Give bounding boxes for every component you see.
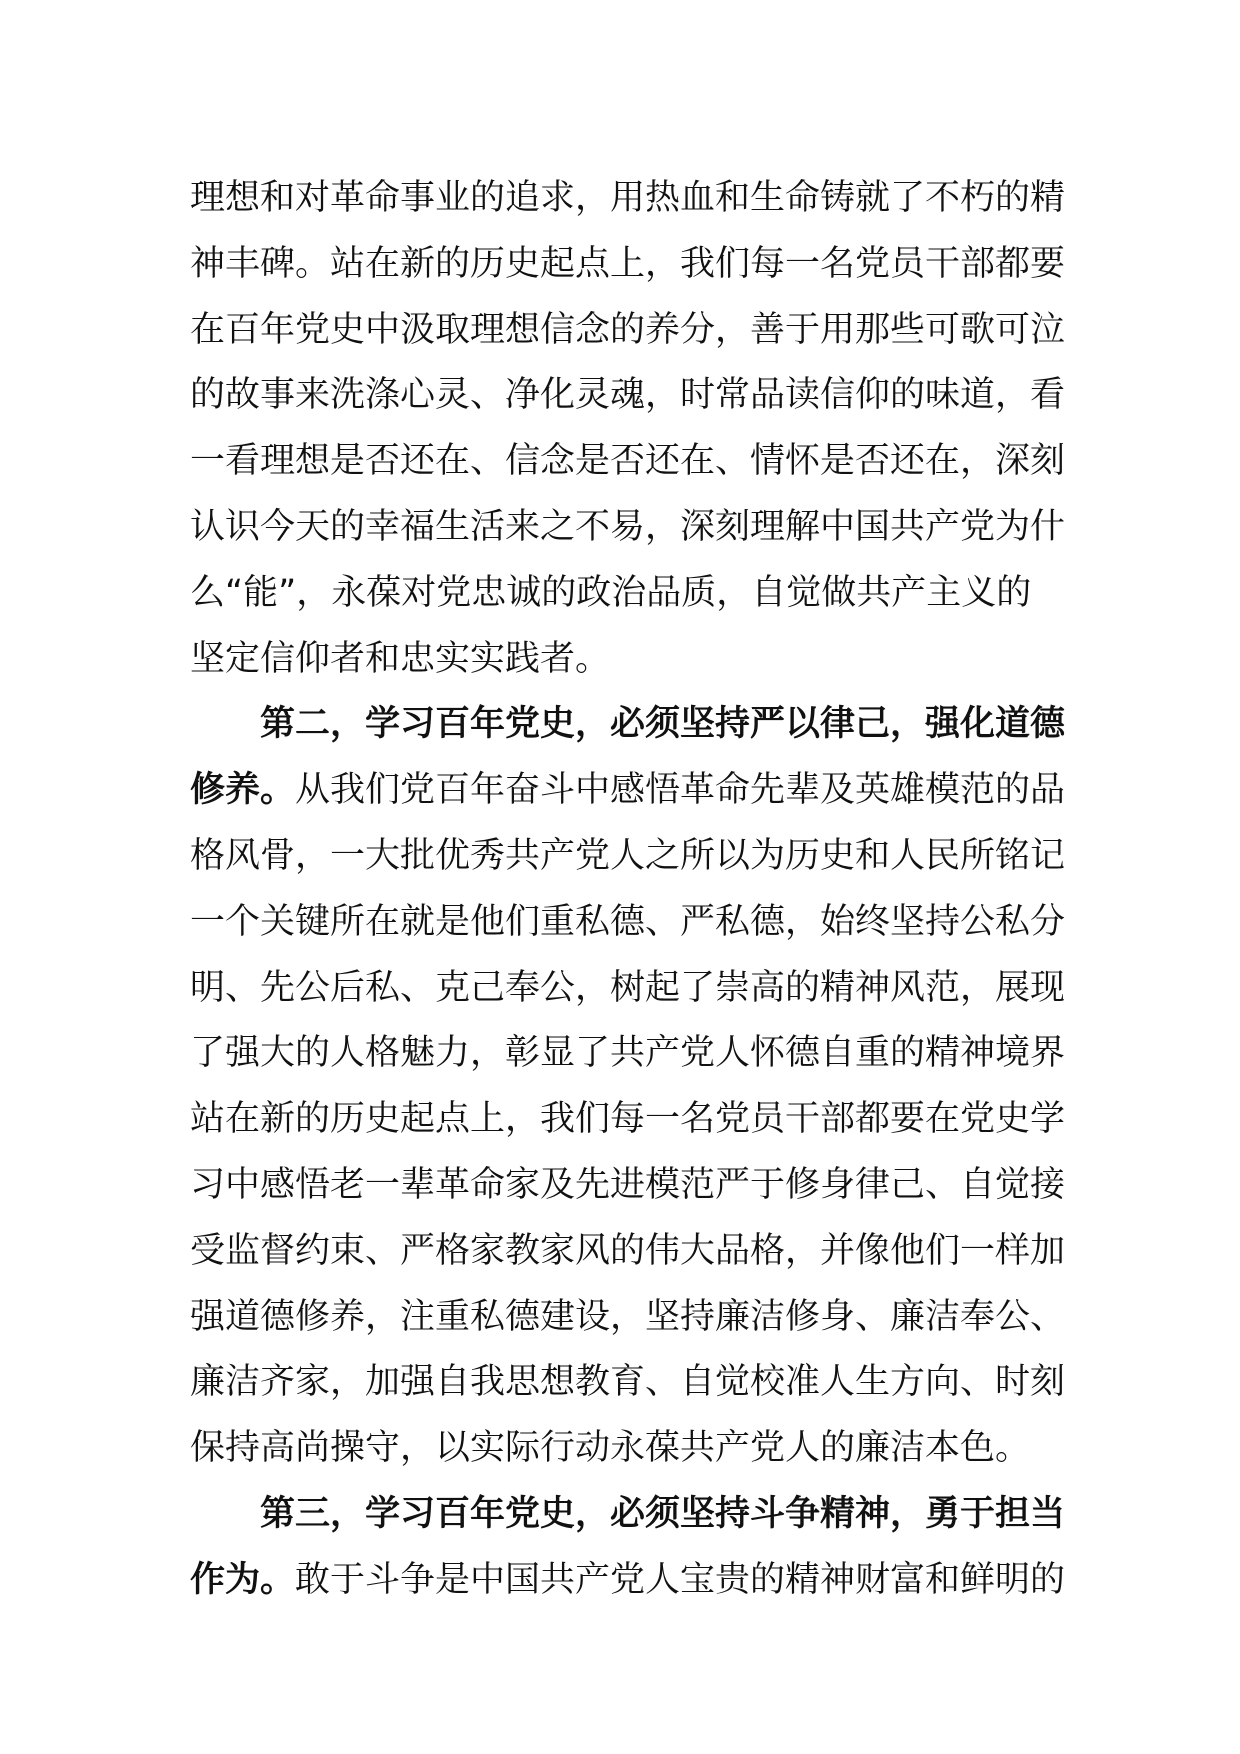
text-line: 在百年党史中汲取理想信念的养分，善于用那些可歌可泣: [190, 309, 1066, 350]
section-heading-3-continuation: [190, 1548, 1066, 1614]
text-line: 格风骨，一大批优秀共产党人之所以为历史和人民所铭记: [190, 835, 1066, 876]
section-heading-2: 第二，学习百年党史，必须坚持严以律己，强化道德: [260, 704, 1066, 745]
text-line: 明、先公后私、克己奉公，树起了崇高的精神风范，展现: [190, 967, 1066, 1008]
text-line: 一看理想是否还在、信念是否还在、情怀是否还在，深刻: [190, 441, 1066, 482]
section-heading-3: 第三，学习百年党史，必须坚持斗争精神，勇于担当: [260, 1493, 1066, 1534]
paragraph-2-start: 从我们党百年奋斗中感悟革命先辈及英雄模范的品: [295, 770, 1066, 811]
text-line: 保持高尚操守，以实际行动永葆共产党人的廉洁本色。: [190, 1428, 1031, 1469]
paragraph-3-start: 敢于斗争是中国共产党人宝贵的精神财富和鲜明的: [295, 1559, 1066, 1600]
body-text: [190, 166, 1066, 1614]
text-line: 坚定信仰者和忠实实践者。: [190, 638, 611, 679]
heading-3-tail: 作为。: [190, 1559, 296, 1600]
text-line: 神丰碑。站在新的历史起点上，我们每一名党员干部都要: [190, 243, 1066, 284]
text-line: 强道德修养，注重私德建设，坚持廉洁修身、廉洁奉公、: [190, 1296, 1066, 1337]
text-line: 认识今天的幸福生活来之不易，深刻理解中国共产党为什: [190, 506, 1066, 547]
text-line: 站在新的历史起点上，我们每一名党员干部都要在党史学: [190, 1099, 1066, 1140]
text-line: 受监督约束、严格家教家风的伟大品格，并像他们一样加: [190, 1230, 1066, 1271]
text-line: 的故事来洗涤心灵、净化灵魂，时常品读信仰的味道，看: [190, 375, 1066, 416]
text-line: 廉洁齐家，加强自我思想教育、自觉校准人生方向、时刻: [190, 1362, 1066, 1403]
text-line: 理想和对革命事业的追求，用热血和生命铸就了不朽的精: [190, 178, 1066, 218]
text-line: 习中感悟老一辈革命家及先进模范严于修身律己、自觉接: [190, 1164, 1066, 1205]
text-line: 么“能”，永葆对党忠诚的政治品质，自觉做共产主义的: [190, 572, 1032, 613]
text-line: 了强大的人格魅力，彰显了共产党人怀德自重的精神境界: [190, 1033, 1066, 1074]
heading-2-tail: 修养。: [190, 770, 296, 811]
text-line: 一个关键所在就是他们重私德、严私德，始终坚持公私分: [190, 901, 1066, 942]
section-heading-2-continuation: [190, 758, 1066, 824]
